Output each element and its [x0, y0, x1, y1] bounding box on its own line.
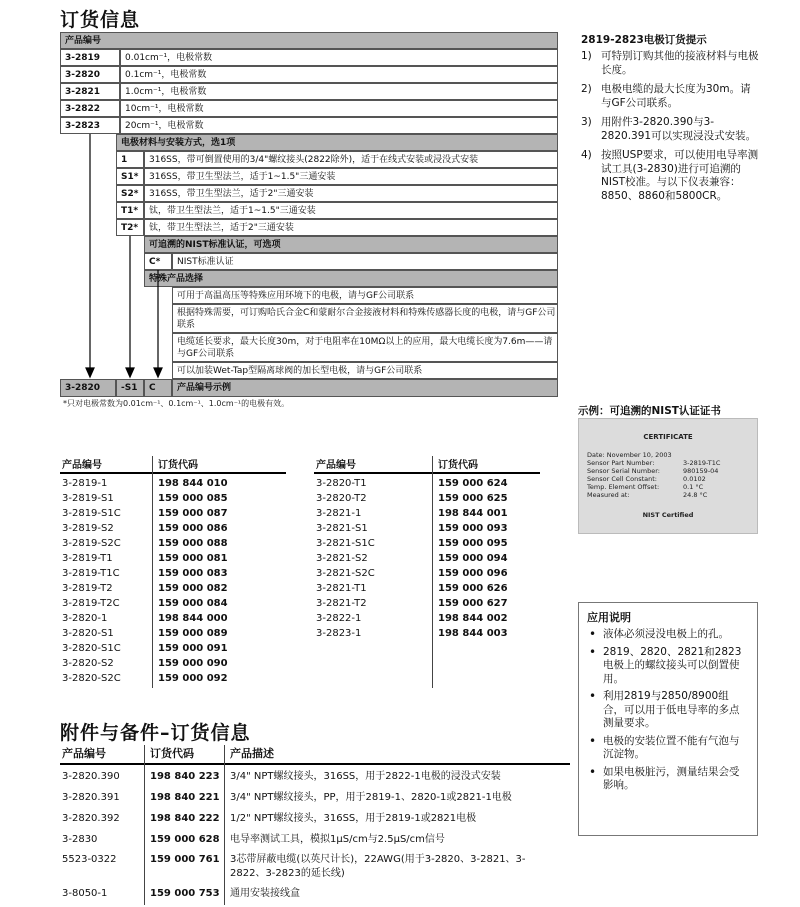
- order-code: 159 000 093: [438, 523, 508, 534]
- cert-value: 24.8 °C: [683, 491, 708, 499]
- selection-arrows: [60, 32, 180, 401]
- part-number: 3-2820-T2: [316, 493, 367, 504]
- special-item: 根据特殊需要，可订购哈氏合金C和蒙耐尔合金接液材料和特殊传感器长度的电极，请与GF公司联系: [172, 304, 558, 333]
- part-number: 3-2821-S1: [316, 523, 368, 534]
- acc-code: 159 000 761: [150, 854, 220, 865]
- part-number: 3-2820-1: [62, 613, 108, 624]
- part-number: 3-2819-T2C: [62, 598, 120, 609]
- part-number: 3-2821-1: [316, 508, 362, 519]
- part-number: 3-2819-S1C: [62, 508, 121, 519]
- part-number: 3-2821-S2: [316, 553, 368, 564]
- tip-item: [581, 149, 761, 203]
- part-number: 3-2819-T1C: [62, 568, 120, 579]
- tip-num: 2): [581, 83, 592, 95]
- order-code: 159 000 095: [438, 538, 508, 549]
- cert-value: 980159-04: [683, 467, 719, 475]
- material-code: 1: [116, 151, 144, 168]
- model-code: 3-2819: [60, 49, 120, 66]
- application-notes: [578, 602, 758, 836]
- acc-part: 3-2820.392: [62, 813, 120, 824]
- model-desc: 1.0cm⁻¹，电极常数: [120, 83, 558, 100]
- application-item: • 2819、2820、2821和2823电极上的螺纹接头可以倒置使用。: [587, 646, 749, 687]
- special-item: 电缆延长要求，最大长度30m，对于电阻率在10MΩ以上的应用，最大电缆长度为7.6m——请与GF公司联系: [172, 333, 558, 362]
- part-number: 3-2819-T1: [62, 553, 113, 564]
- part-number: 3-2821-T1: [316, 583, 367, 594]
- acc-desc: 通用安装接线盒: [230, 888, 300, 899]
- application-item: • 电极的安装位置不能有气泡与沉淀物。: [587, 735, 749, 762]
- certificate-row: [587, 467, 751, 475]
- material-header: 电极材料与安装方式，选1项: [116, 134, 558, 151]
- col-header-part: 产品编号: [316, 460, 356, 471]
- acc-header-code: 订货代码: [150, 747, 194, 760]
- acc-part: 3-2820.391: [62, 792, 120, 803]
- cert-label: Measured at:: [587, 491, 630, 499]
- part-number: 3-2820-S2C: [62, 673, 121, 684]
- material-code: T1*: [116, 202, 144, 219]
- certificate-row: [587, 483, 751, 491]
- nist-header: 可追溯的NIST标准认证，可选项: [144, 236, 558, 253]
- model-code: 3-2822: [60, 100, 120, 117]
- order-code: 159 000 081: [158, 553, 228, 564]
- order-code: 159 000 094: [438, 553, 508, 564]
- tip-text: 可特别订购其他的接液材料与电极长度。: [601, 50, 759, 76]
- acc-desc: 3/4" NPT螺纹接头，316SS，用于2822-1电极的浸没式安装: [230, 771, 501, 782]
- material-code: S2*: [116, 185, 144, 202]
- acc-part: 5523-0322: [62, 854, 117, 865]
- part-number: 3-2820-S1C: [62, 643, 121, 654]
- example-option: C: [144, 379, 172, 397]
- model-code: 3-2821: [60, 83, 120, 100]
- order-code: 159 000 096: [438, 568, 508, 579]
- ordering-title: 订货信息: [60, 9, 141, 31]
- col-header-code: 订货代码: [438, 460, 478, 471]
- part-number: 3-2819-S1: [62, 493, 114, 504]
- acc-code: 198 840 222: [150, 813, 220, 824]
- tips-list: [581, 50, 761, 209]
- tip-text: 电极电缆的最大长度为30m。请与GF公司联系。: [601, 83, 751, 109]
- part-number: 3-2821-S2C: [316, 568, 375, 579]
- material-desc: 316SS，带可倒置使用的3/4"螺纹接头(2822除外)，适于在线式安装或浸没式安装: [144, 151, 558, 168]
- nist-code: C*: [144, 253, 172, 270]
- cert-label: Date: November 10, 2003: [587, 451, 672, 459]
- material-desc: 钛，带卫生型法兰，适于2"三通安装: [144, 219, 558, 236]
- tip-item: [581, 116, 761, 143]
- order-code: 159 000 086: [158, 523, 228, 534]
- order-code: 198 844 002: [438, 613, 508, 624]
- part-number: 3-2819-S2: [62, 523, 114, 534]
- tip-item: [581, 50, 761, 77]
- acc-part: 3-2830: [62, 834, 98, 845]
- order-code: 159 000 624: [438, 478, 508, 489]
- tip-num: 3): [581, 116, 592, 128]
- acc-code: 159 000 753: [150, 888, 220, 899]
- ordering-table: [60, 32, 558, 401]
- accessories-table: [60, 745, 570, 905]
- code-table-right: [314, 456, 540, 688]
- order-code: 159 000 082: [158, 583, 228, 594]
- order-code: 198 844 003: [438, 628, 508, 639]
- material-desc: 316SS，带卫生型法兰，适于1~1.5"三通安装: [144, 168, 558, 185]
- part-number: 3-2819-T2: [62, 583, 113, 594]
- cert-value: 0.1 °C: [683, 483, 704, 491]
- certificate-footer: NIST Certified: [642, 511, 694, 519]
- order-table-header: 产品编号: [60, 32, 558, 49]
- material-desc: 316SS，带卫生型法兰，适于2"三通安装: [144, 185, 558, 202]
- footnote: *只对电极常数为0.01cm⁻¹、0.1cm⁻¹、1.0cm⁻¹的电极有效。: [63, 399, 290, 408]
- order-code: 159 000 091: [158, 643, 228, 654]
- order-code: 198 844 000: [158, 613, 228, 624]
- tip-item: [581, 83, 761, 110]
- model-desc: 0.01cm⁻¹，电极常数: [120, 49, 558, 66]
- example-material: -S1: [116, 379, 144, 397]
- order-code: 159 000 087: [158, 508, 228, 519]
- acc-code: 198 840 221: [150, 792, 220, 803]
- acc-desc: 3芯带屏蔽电缆(以英尺计长)，22AWG(用于3-2820、3-2821、3-2822、3-2823的延长线): [230, 854, 526, 879]
- material-code: T2*: [116, 219, 144, 236]
- special-item: 可用于高温高压等特殊应用环境下的电极，请与GF公司联系: [172, 287, 558, 304]
- part-number: 3-2819-1: [62, 478, 108, 489]
- acc-header-part: 产品编号: [62, 747, 106, 760]
- part-number: 3-2819-S2C: [62, 538, 121, 549]
- acc-desc: 电导率测试工具，模拟1μS/cm与2.5μS/cm信号: [230, 834, 445, 845]
- cert-value: 3-2819-T1C: [683, 459, 721, 467]
- order-code: 159 000 625: [438, 493, 508, 504]
- model-code: 3-2820: [60, 66, 120, 83]
- material-desc: 钛，带卫生型法兰，适于1~1.5"三通安装: [144, 202, 558, 219]
- part-number: 3-2823-1: [316, 628, 362, 639]
- part-number: 3-2820-T1: [316, 478, 367, 489]
- application-item: • 如果电极脏污，测量结果会受影响。: [587, 766, 749, 793]
- order-code: 159 000 626: [438, 583, 508, 594]
- order-code: 159 000 092: [158, 673, 228, 684]
- certificate-title: CERTIFICATE: [643, 433, 693, 441]
- material-code: S1*: [116, 168, 144, 185]
- special-item: 可以加装Wet-Tap型隔离球阀的加长型电极，请与GF公司联系: [172, 362, 558, 379]
- acc-part: 3-2820.390: [62, 771, 120, 782]
- order-code: 198 844 001: [438, 508, 508, 519]
- tip-num: 4): [581, 149, 592, 161]
- cert-value: 0.0102: [683, 475, 706, 483]
- certificate-row: [587, 451, 751, 459]
- special-header: 特殊产品选择: [144, 270, 558, 287]
- application-title: 应用说明: [587, 611, 631, 624]
- acc-desc: 1/2" NPT螺纹接头，316SS，用于2819-1或2821电极: [230, 813, 477, 824]
- tip-text: 用附件3-2820.390与3-2820.391可以实现浸没式安装。: [601, 116, 757, 142]
- part-number: 3-2822-1: [316, 613, 362, 624]
- order-code: 159 000 085: [158, 493, 228, 504]
- cert-label: Sensor Cell Constant:: [587, 475, 657, 483]
- tips-title: 2819-2823电极订货提示: [581, 34, 707, 46]
- certificate-row: [587, 459, 751, 467]
- part-number: 3-2821-S1C: [316, 538, 375, 549]
- part-number: 3-2820-S2: [62, 658, 114, 669]
- certificate-caption: 示例：可追溯的NIST认证证书: [578, 405, 721, 417]
- cert-label: Sensor Part Number:: [587, 459, 655, 467]
- acc-header-desc: 产品描述: [230, 747, 274, 760]
- application-item: • 利用2819与2850/8900组合，可以用于低电导率的多点测量要求。: [587, 690, 749, 731]
- order-code: 159 000 084: [158, 598, 228, 609]
- cert-label: Temp. Element Offset:: [587, 483, 660, 491]
- col-header-code: 订货代码: [158, 460, 198, 471]
- cert-label: Sensor Serial Number:: [587, 467, 660, 475]
- tip-num: 1): [581, 50, 592, 62]
- order-code: 159 000 089: [158, 628, 228, 639]
- model-desc: 0.1cm⁻¹，电极常数: [120, 66, 558, 83]
- order-code: 159 000 083: [158, 568, 228, 579]
- order-code: 159 000 627: [438, 598, 508, 609]
- application-item: • 液体必须浸没电极上的孔。: [587, 628, 749, 642]
- acc-desc: 3/4" NPT螺纹接头，PP，用于2819-1、2820-1或2821-1电极: [230, 792, 512, 803]
- order-code: 159 000 088: [158, 538, 228, 549]
- tip-text: 按照USP要求，可以使用电导率测试工具(3-2830)进行可追溯的NIST校准。与以下仪表兼容：8850、8860和5800CR。: [601, 149, 759, 202]
- part-number: 3-2821-T2: [316, 598, 367, 609]
- code-table-left: [60, 456, 286, 688]
- order-code: 198 844 010: [158, 478, 228, 489]
- model-code: 3-2823: [60, 117, 120, 134]
- acc-part: 3-8050-1: [62, 888, 108, 899]
- accessories-title: 附件与备件–订货信息: [60, 722, 251, 744]
- acc-code: 159 000 628: [150, 834, 220, 845]
- nist-desc: NIST标准认证: [172, 253, 558, 270]
- order-code: 159 000 090: [158, 658, 228, 669]
- part-number: 3-2820-S1: [62, 628, 114, 639]
- acc-code: 198 840 223: [150, 771, 220, 782]
- certificate-row: [587, 475, 751, 483]
- example-label: 产品编号示例: [172, 379, 558, 397]
- certificate-image: [578, 418, 758, 534]
- example-model: 3-2820: [60, 379, 116, 397]
- model-desc: 20cm⁻¹，电极常数: [120, 117, 558, 134]
- col-header-part: 产品编号: [62, 460, 102, 471]
- model-desc: 10cm⁻¹，电极常数: [120, 100, 558, 117]
- certificate-row: [587, 491, 751, 499]
